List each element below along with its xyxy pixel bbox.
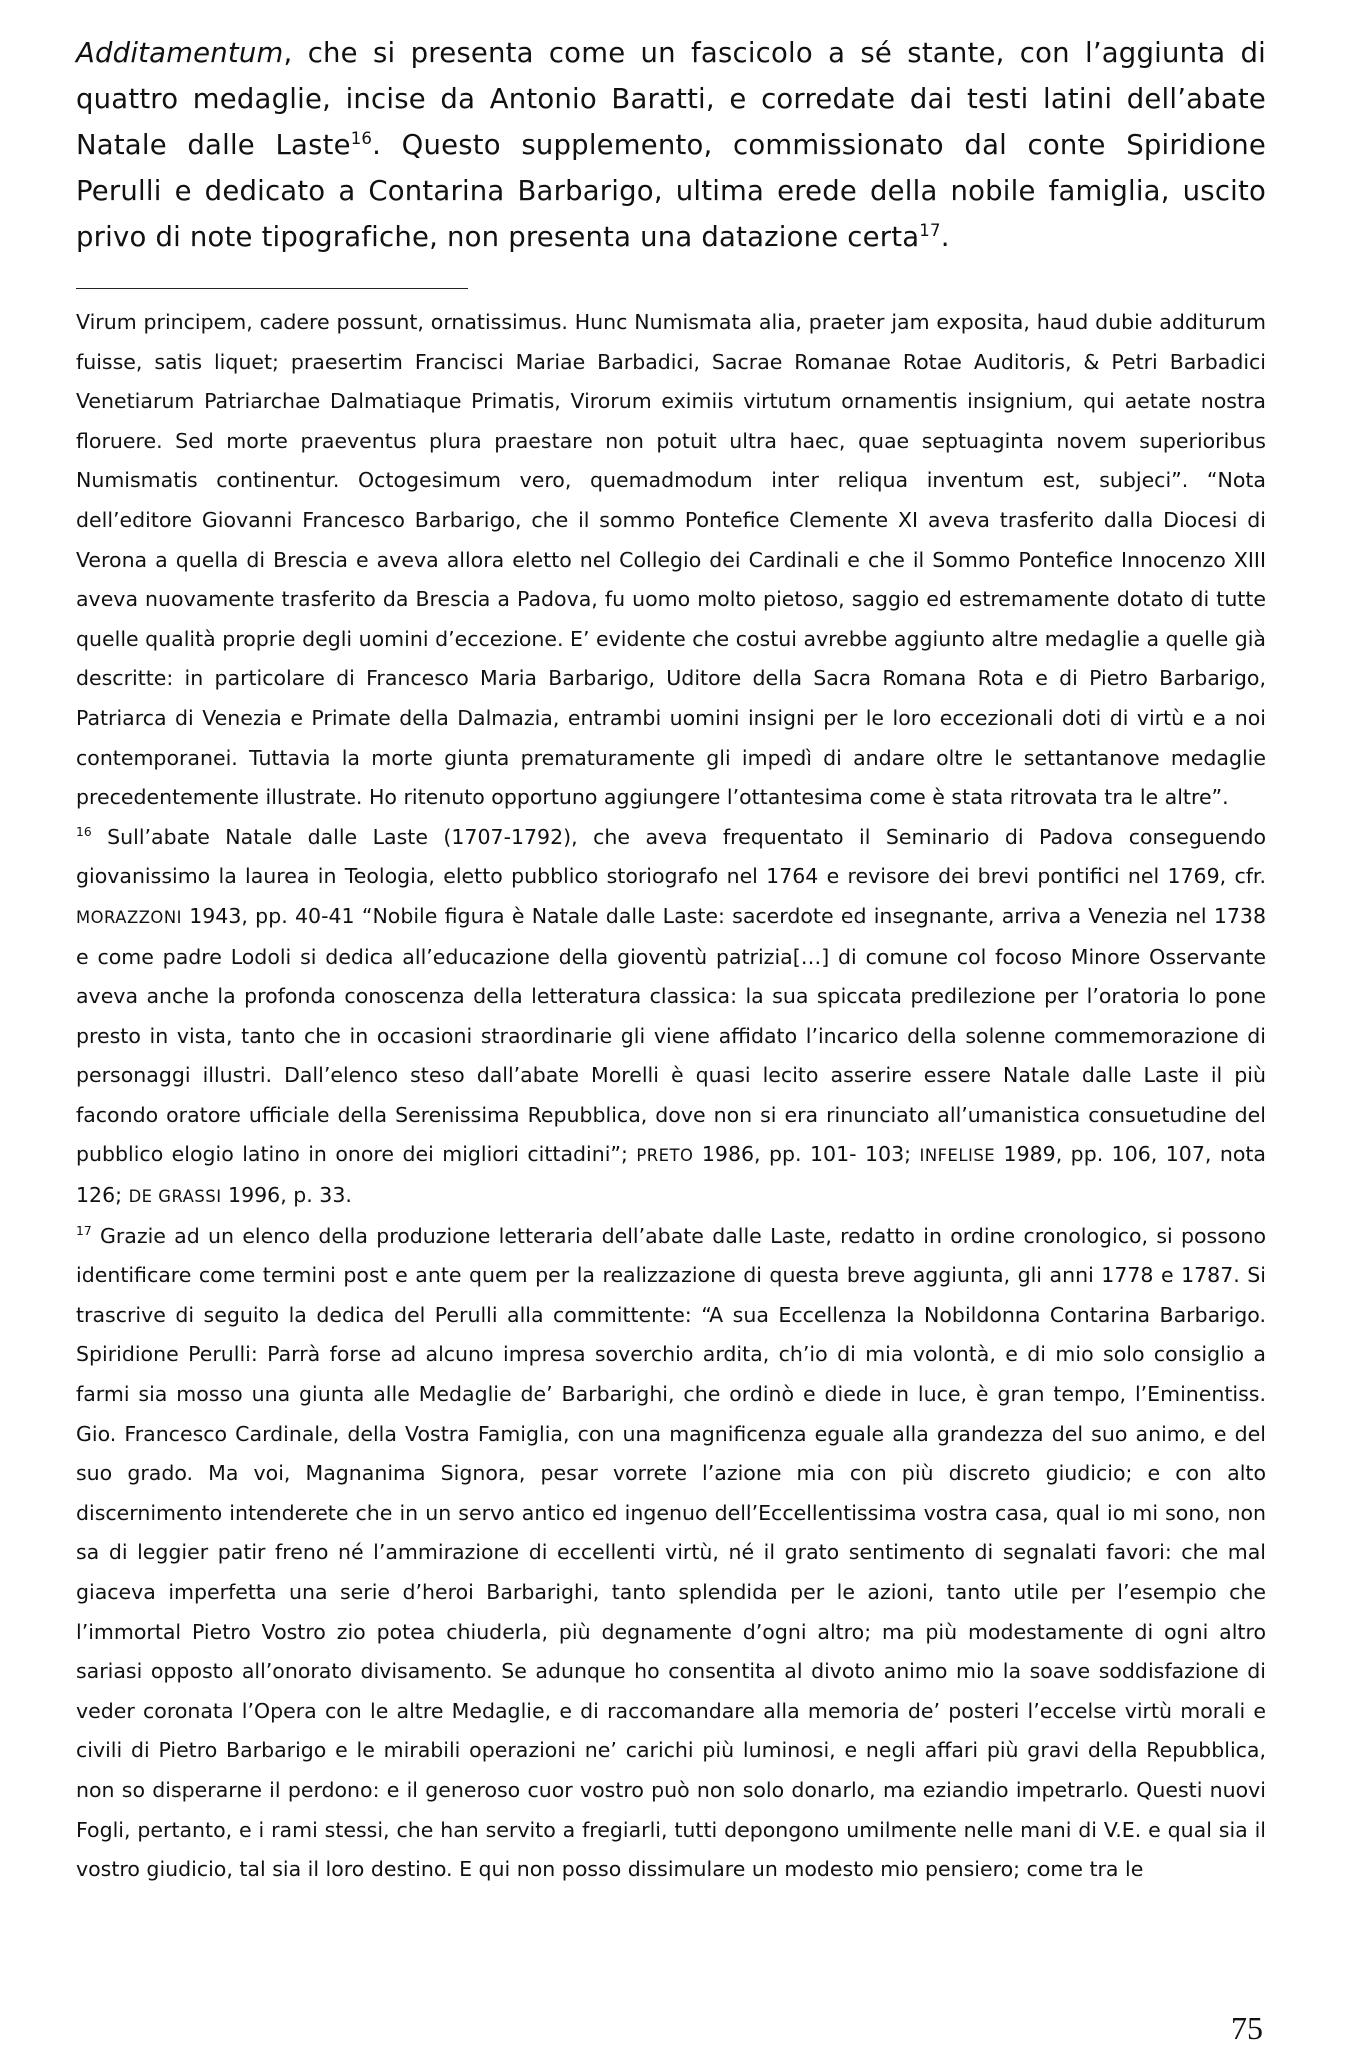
footnote-number: 17 xyxy=(76,1223,92,1238)
footnote-ref-16[interactable]: 16 xyxy=(350,128,373,148)
footnote-text: Grazie ad un elenco della produzione letteraria dell’abate dalle Laste, redatto in ordine cronologico, si possono identificare come termini post e ante quem per la realizzazione di questa breve aggiunta, gli anni 1778 e 1787. Si trascrive di seguito la dedica del Perulli alla committente: “A sua Eccellenza la Nobildonna Contarina Barbarigo. Spiridione Perulli: Parrà forse ad alcuno impresa soverchio ardita, ch’io di mia volontà, e di mio solo consiglio a farmi sia mosso una giunta alle Medaglie de’ Barbarighi, che ordinò e diede in luce, è gran tempo, l’Eminentiss. Gio. Francesco Cardinale, della Vostra Famiglia, con una magnificenza eguale alla grandezza del suo animo, e del suo grado. Ma voi, Magnanima Signora, pesar vorrete l’azione mia con più discreto giudicio; e con alto discernimento intenderete che in un servo antico ed ingenuo dell’Eccellentissima vostra casa, qual io mi sono, non sa di leggier patir freno né l’ammirazione di eccellenti virtù, né il grato sentimento di segnalati favori: che mal giaceva imperfetta una serie d’heroi Barbarighi, tanto splendida per le azioni, tanto utile per l’esempio che l’immortal Pietro Vostro zio potea chiuderla, più degnamente d’ogni altro; ma più modestamente di ogni altro sariasi opposto all’onorato divisamento. Se adunque ho consentita al divoto animo mio la soave soddisfazione di veder coronata l’Opera con le altre Medaglie, e di raccomandare alla memoria de’ posteri l’eccelse virtù morali e civili di Pietro Barbarigo e le mirabili operazioni ne’ carichi più luminosi, e negli affari più gravi della Repubblica, non so disperarne il perdono: e il generoso cuor vostro può non solo donarlo, ma eziandio impetrarlo. Questi nuovi Fogli, pertanto, e i rami stessi, che han servito a fregiarli, tutti depongono umilmente nelle mani di V.E. e qual sia il vostro giudicio, tal sia il loro destino. E qui non posso dissimulare un modesto mio pensiero; come tra le xyxy=(76,1223,1266,1882)
page-number: 75 xyxy=(1231,2010,1263,2046)
footnote-16 xyxy=(76,818,1266,1217)
footnote-separator xyxy=(76,288,468,289)
author-citation: DE GRASSI xyxy=(128,1187,222,1207)
footnote-text: 1943, pp. 40-41 “Nobile figura è Natale dalle Laste: sacerdote ed insegnante, arriva a Venezia nel 1738 e come padre Lodoli si dedica all’educazione della gioventù patrizia[…] di comune col focoso Minore Osservante aveva anche la profonda conoscenza della letteratura classica: la sua spiccata predilezione per l’oratoria lo pone presto in vista, tanto che in occasioni straordinarie gli viene affidato l’incarico della solenne commemorazione di personaggi illustri. Dall’elenco steso dall’abate Morelli è quasi lecito asserire essere Natale dalle Laste il più facondo oratore ufficiale della Serenissima Repubblica, dove non si era rinunciato all’umanistica consuetudine del pubblico elogio latino in onore dei migliori cittadini”; xyxy=(76,903,1266,1167)
author-citation: PRETO xyxy=(636,1146,694,1166)
document-page xyxy=(76,30,1266,1890)
italic-title: Additamentum xyxy=(76,37,284,69)
footnote-text: 1996, p. 33. xyxy=(221,1183,352,1208)
footnote-number: 16 xyxy=(76,824,92,839)
main-text-part: . xyxy=(940,221,950,253)
footnote-ref-17[interactable]: 17 xyxy=(919,220,941,240)
footnote-continuation: Virum principem, cadere possunt, ornatissimus. Hunc Numismata alia, praeter jam exposita, haud dubie additurum fuisse, satis liquet; praesertim Francisci Mariae Barbadici, Sacrae Romanae Rotae Auditoris, & Petri Barbadici Venetiarum Patriarchae Dalmatiaque Primatis, Virorum eximiis virtutum ornamentis insignium, qui aetate nostra floruere. Sed morte praeventus plura praestare non potuit ultra haec, quae septuaginta novem superioribus Numismatis continentur. Octogesimum vero, quemadmodum inter reliqua inventum est, subjeci”. “Nota dell’editore Giovanni Francesco Barbarigo, che il sommo Pontefice Clemente XI aveva trasferito dalla Diocesi di Verona a quella di Brescia e aveva allora eletto nel Collegio dei Cardinali e che il Sommo Pontefice Innocenzo XIII aveva nuovamente trasferito da Brescia a Padova, fu uomo molto pietoso, saggio ed estremamente dotato di tutte quelle qualità proprie degli uomini d’eccezione. E’ evidente che costui avrebbe aggiunto altre medaglie a quelle già descritte: in particolare di Francesco Maria Barbarigo, Uditore della Sacra Romana Rota e di Pietro Barbarigo, Patriarca di Venezia e Primate della Dalmazia, entrambi uomini insigni per le loro eccezionali doti di virtù e a noi contemporanei. Tuttavia la morte giunta prematuramente gli impedì di andare oltre le settantanove medaglie precedentemente illustrate. Ho ritenuto opportuno aggiungere l’ottantesima come è stata ritrovata tra le altre”. xyxy=(76,310,1266,810)
footnote-text: Sull’abate Natale dalle Laste (1707-1792), che aveva frequentato il Seminario di Padova conseguendo giovanissimo la laurea in Teologia, eletto pubblico storiografo nel 1764 e revisore dei brevi pontifici nel 1769, cfr. xyxy=(76,824,1266,889)
footnote-17 xyxy=(76,1217,1266,1890)
main-text-part: , che si presenta come un fascicolo a sé stante, con l’aggiunta di quattro medaglie, incise da Antonio Baratti, e corredate dai testi latini dell’abate Natale dalle Laste xyxy=(76,37,1266,161)
footnote-text: 1986, pp. 101- 103; xyxy=(693,1142,920,1167)
author-citation: INFELISE xyxy=(919,1146,996,1166)
author-citation: MORAZZONI xyxy=(76,907,182,927)
main-paragraph xyxy=(76,30,1266,260)
main-text-part: . Questo supplemento, commissionato dal conte Spiridione Perulli e dedicato a Contarina Barbarigo, ultima erede della nobile famiglia, uscito privo di note tipografiche, non presenta una datazione certa xyxy=(76,129,1266,253)
footnote-text: 1989, pp. 106, 107, nota 126; xyxy=(76,1142,1266,1208)
